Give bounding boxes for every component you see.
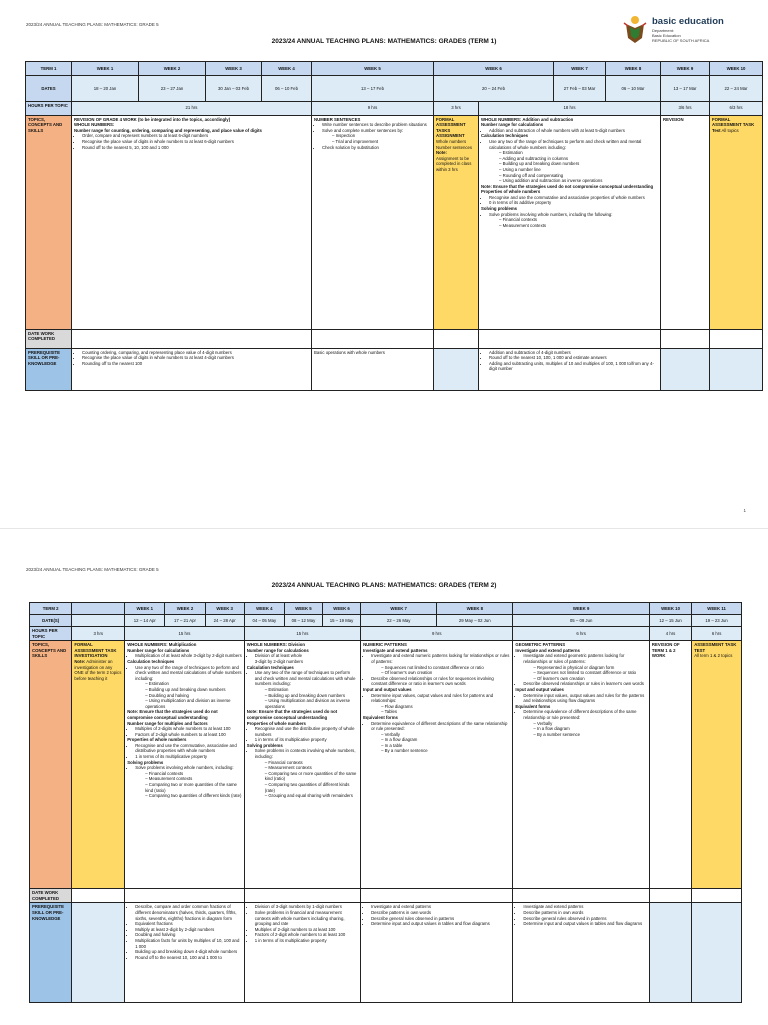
hours-cell: 9 hrs xyxy=(312,101,434,115)
date-cell: 30 Jan – 03 Feb xyxy=(206,76,262,101)
hours-cell: 3/6 hrs xyxy=(661,101,710,115)
date-cell: 12 – 14 Apr xyxy=(125,615,165,627)
addition-subtraction-cell: WHOLE NUMBERS: Addition and subtraction Number range for calculations • Addition and subtraction of whole numbers with at least 5-digit numbers Calculation techniques • Use any two of the range of techniques to perform and check written and mental calculations of whole numbers including: – Estimation – Adding and subtracting in columns – Building up and breaking down numbers – Using a number line – Rounding off and compensating – Using addition and subtraction as inverse operations Note: Ensure that the strategies used do not compromise conceptual understanding Properties of whole numbers • Recognise and use the commutative and associative properties of whole numbers • 0 in terms of its additive property Solving problems • Solve problems involving whole numbers, including the following: – Financial contexts – Measurement contexts xyxy=(479,115,661,329)
week-header: WEEK 7 xyxy=(554,62,606,76)
week-header: WEEK 6 xyxy=(322,603,360,615)
division-cell: WHOLE NUMBERS: Division Number range for calculations • Division of at least whole 3-digit by 2-digit numbers Calculation techniques • Use any two of the range of techniques to perform and check written and mental calculations with whole numbers including: – Estimation – Building up and breaking down numbers – Using multiplication and division as inverse operations Note: Ensure that the strategies used do not compromise conceptual understanding Properties of whole numbers • Recognise and use the distributive property of whole numbers • 1 in terms of its multiplicative property Solving problems • Solve problems in contexts involving whole numbers, including: – Financial contexts – Measurement contexts – Comparing two or more quantities of the same kind (ratio) – Comparing two quantities of different kinds (rate) – Grouping and equal sharing with remainders xyxy=(244,641,360,889)
date-cell: 23 – 27 Jan xyxy=(139,76,206,101)
term-label: TERM 1 xyxy=(26,62,72,76)
date-work-label: DATE WORK COMPLETED xyxy=(30,889,72,903)
term-label: TERM 2 xyxy=(30,603,72,615)
page-term-2 xyxy=(0,528,768,1025)
date-cell: 06 – 10 Feb xyxy=(262,76,312,101)
date-work-label: DATE WORK COMPLETED xyxy=(26,329,72,348)
topics-label: TOPICS, CONCEPTS AND SKILLS xyxy=(26,115,72,329)
test-cell: ASSESSMENT TASK TEST All term 1 & 2 topics xyxy=(692,641,742,889)
prereq-cell: • Investigate and extend patterns • Describe patterns in own words • Describe general rules observed in patterns • Determine input and output values in tables and flow diagrams xyxy=(513,903,649,1003)
date-cell: 22 – 24 Mar xyxy=(710,76,763,101)
logo-subtext: Department: Basic Education REPUBLIC OF SOUTH AFRICA xyxy=(652,28,710,43)
week-header: WEEK 10 xyxy=(710,62,763,76)
date-cell: 08 – 12 May xyxy=(284,615,322,627)
week-header: WEEK 5 xyxy=(284,603,322,615)
geometric-patterns-cell: GEOMETRIC PATTERNS Investigate and extend patterns • Investigate and extend geometric patterns looking for relationships or rules of patterns: – Represented in physical or diagram form – Sequences not limited to constant difference or ratio – Of learner's own creation • Describe observed relationships or rules in learner's own words Input and output values • Determine input values, output values and rules for the patterns and relationships using flow diagrams Equivalent forms • Determine equivalence of different descriptions of the same relationship or rule presented: – Verbally – In a flow diagram – By a number sentence xyxy=(513,641,649,889)
week-header: WEEK 1 xyxy=(72,62,139,76)
revision-cell: REVISION xyxy=(661,115,710,329)
multiplication-cell: WHOLE NUMBERS: Multiplication Number range for calculations • Multiplication of at least whole 3-digit by 2-digit numbers Calculation techniques • Use any two of the range of techniques to perform and check written and mental calculations of whole numbers including: – Estimation – Building up and breaking down numbers – Doubling and halving – Using multiplication and division as inverse operations Note: Ensure that the strategies used do not compromise conceptual understanding Number range for multiples and factors • Multiples of 2-digits whole numbers to at least 100 • Factors of 2-digit whole numbers to at least 100 Properties of whole numbers • Recognise and use the commutative, associative and distributive properties with whole numbers • 1 in terms of its multiplicative property Solving problems • Solve problems involving whole numbers, including: – Financial contexts – Measurement contexts – Comparing two or more quantities of the same kind (ratio) – Comparing two quantities of different kinds (rate) xyxy=(125,641,245,889)
topics-label: TOPICS, CONCEPTS AND SKILLS xyxy=(30,641,72,889)
hours-cell: 6 hrs xyxy=(692,627,742,641)
date-cell: 05 – 09 Jun xyxy=(513,615,649,627)
date-cell: 18 – 20 Jan xyxy=(72,76,139,101)
revision-cell: REVISION OF TERM 1 & 2 WORK xyxy=(649,641,691,889)
week-header: WEEK 5 xyxy=(312,62,434,76)
date-cell: 06 – 10 Mar xyxy=(606,76,661,101)
week-header: WEEK 8 xyxy=(606,62,661,76)
date-cell: 27 Feb – 03 Mar xyxy=(554,76,606,101)
hours-cell: 3 hrs xyxy=(434,101,479,115)
hours-cell: 3 hrs xyxy=(72,627,125,641)
prereq-cell: • Investigate and extend patterns • Describe patterns in own words • Describe general rules observed in patterns • Determine input and output values in tables and flow diagrams xyxy=(361,903,513,1003)
prereq-cell: Basic operations with whole numbers xyxy=(312,348,434,390)
week-header: WEEK 4 xyxy=(244,603,284,615)
date-cell: 15 – 19 May xyxy=(322,615,360,627)
week-header: WEEK 3 xyxy=(205,603,244,615)
prereq-label: PREREQUISITE SKILL OR PRE-KNOWLEDGE xyxy=(30,903,72,1003)
assignment-cell: FORMAL ASSESSMENT TASKS ASSIGNMENT Whole numbers Number sentences Note: Assignment to be completed in class within 3 hrs xyxy=(434,115,479,329)
hours-cell: 6/3 hrs xyxy=(710,101,763,115)
week-header: WEEK 6 xyxy=(434,62,554,76)
week-header: WEEK 4 xyxy=(262,62,312,76)
prereq-cell: • Addition and subtraction of 4-digit numbers • Round off to the nearest 10, 100, 1 000 and estimate answers • Adding and subtracting units, multiples of 10 and multiples of 100, 1 000 to/from any 4-digit number xyxy=(479,348,661,390)
hours-label: HOURS PER TOPIC xyxy=(30,627,72,641)
prereq-label: PREREQUISITE SKILL OR PRE-KNOWLEDGE xyxy=(26,348,72,390)
date-cell: 24 – 28 Apr xyxy=(205,615,244,627)
hours-cell: 6 hrs xyxy=(513,627,649,641)
week-header: WEEK 9 xyxy=(661,62,710,76)
date-cell: 19 – 23 Jun xyxy=(692,615,742,627)
revision-topic-cell: REVISION OF GRADE 4 WORK (to be integrated into the topics, accordingly) WHOLE NUMBERS: Number range for counting, ordering, comparing and representing, and place value of digits • Order, compare and represent numbers to at least 6-digit numbers • Recognise the place value of digits in whole numbers to at least 6-digit numbers • Round off to the nearest 5, 10, 100 and 1 000 xyxy=(72,115,312,329)
numeric-patterns-cell: NUMERIC PATTERNS Investigate and extend patterns • Investigate and extend numeric patterns looking for relationships or rules of patterns: – Sequences not limited to constant difference or ratio – Of learner's own creation • Describe observed relationships or rules for sequences involving constant difference or ratio in learner's own words Input and output values • Determine input values, output values and rules for patterns and relationships: – Flow diagrams – Tables Equivalent forms • Determine equivalence of different descriptions of the same relationship or rule presented: – Verbally – In a flow diagram – In a table – By a number sentence xyxy=(361,641,513,889)
prereq-cell: • Counting ordering, comparing, and representing place value of 4-digit numbers • Recognise the place value of digits in whole numbers to at least 4-digit numbers • Rounding off to the nearest 100 xyxy=(72,348,312,390)
week-header: WEEK 2 xyxy=(165,603,205,615)
date-cell: 12 – 15 Jun xyxy=(649,615,691,627)
test-cell: FORMAL ASSESSMENT TASK Test All topics xyxy=(710,115,763,329)
page-title: 2023/24 ANNUAL TEACHING PLANS: MATHEMATICS: GRADES (TERM 1) xyxy=(271,38,497,45)
hours-cell: 21 hrs xyxy=(72,101,312,115)
date-cell: 22 – 26 May xyxy=(361,615,437,627)
logo-name: basic education xyxy=(652,16,724,27)
week-header: WEEK 10 xyxy=(649,603,691,615)
hours-label: HOURS PER TOPIC xyxy=(26,101,72,115)
hours-cell: 15 hrs xyxy=(125,627,245,641)
number-sentences-cell: NUMBER SENTENCES • Write number sentences to describe problem situations • Solve and complete number sentences by: – Inspection – Trial and improvement • Check solution by substitution xyxy=(312,115,434,329)
dates-label: DATES xyxy=(26,76,72,101)
running-head: 2023/24 ANNUAL TEACHING PLANS: MATHEMATICS: GRADE 5 xyxy=(26,567,159,572)
page-title: 2023/24 ANNUAL TEACHING PLANS: MATHEMATICS: GRADES (TERM 2) xyxy=(271,582,497,589)
dates-label: DATE(S) xyxy=(30,615,72,627)
investigation-cell: FORMAL ASSESSMENT TASK INVESTIGATION Note: Administer an investigation on any ONE of the term 2 topics before teaching it xyxy=(72,641,125,889)
date-cell: 13 – 17 Feb xyxy=(312,76,434,101)
running-head: 2023/24 ANNUAL TEACHING PLANS: MATHEMATICS: GRADE 5 xyxy=(26,22,159,27)
week-header: WEEK 11 xyxy=(692,603,742,615)
prereq-cell: • Describe, compare and order common fractions of different denominators (halves, thirds, quarters, fifths, sixths, sevenths, eighths) fractions in diagram form • Equivalent fractions • Multiply at least 2-digit by 2-digit numbers • Doubling and halving • Multiplication facts for units by multiples of 10, 100 and 1 000 • Building up and breaking down 4-digit whole numbers • Round off to the nearest 10, 100 and 1 000 to xyxy=(125,903,245,1003)
week-header: WEEK 3 xyxy=(206,62,262,76)
term-1-plan-table xyxy=(25,61,763,391)
week-header: WEEK 8 xyxy=(437,603,513,615)
term-2-plan-table xyxy=(29,602,742,1003)
hours-cell: 18 hrs xyxy=(479,101,661,115)
page-number: 1 xyxy=(743,508,746,513)
date-cell: 20 – 24 Feb xyxy=(434,76,554,101)
prereq-cell: • Division of 3-digit numbers by 1-digit numbers • Solve problems in financial and measurement contexts with whole numbers including sharing, grouping and rate • Multiples of 2-digit numbers to at least 100 • Factors of 2-digit whole numbers to at least 100 • 1 in terms of its multiplicative property xyxy=(244,903,360,1003)
date-cell: 17 – 21 Apr xyxy=(165,615,205,627)
date-cell: 29 May – 02 Jun xyxy=(437,615,513,627)
week-header: WEEK 1 xyxy=(125,603,165,615)
week-header: WEEK 7 xyxy=(361,603,437,615)
week-header: WEEK 2 xyxy=(139,62,206,76)
hours-cell: 15 hrs xyxy=(244,627,360,641)
hours-cell: 9 hrs xyxy=(361,627,513,641)
date-cell: 13 – 17 Mar xyxy=(661,76,710,101)
date-cell: 04 – 05 May xyxy=(244,615,284,627)
hours-cell: 4 hrs xyxy=(649,627,691,641)
week-header: WEEK 9 xyxy=(513,603,649,615)
